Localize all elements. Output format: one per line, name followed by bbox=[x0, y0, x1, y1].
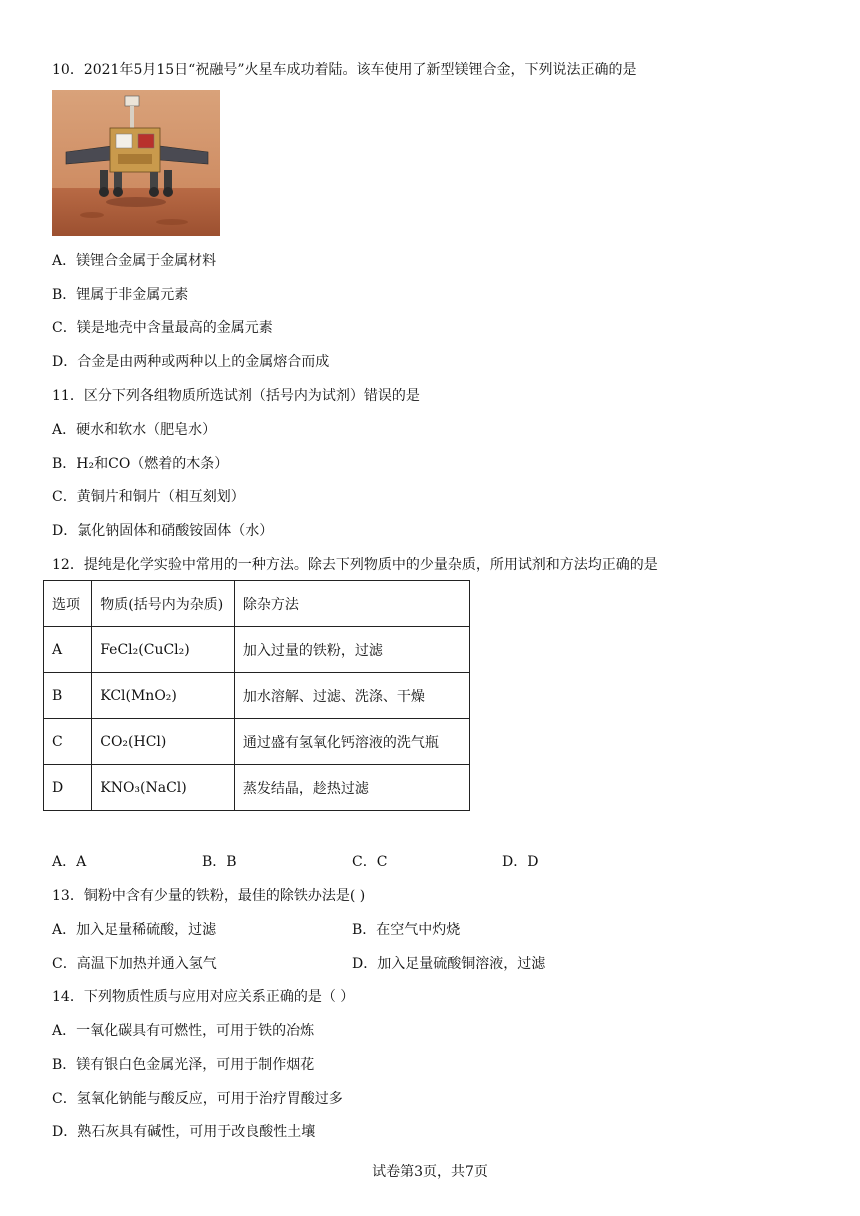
q13-option-a: A．加入足量稀硫酸，过滤 bbox=[52, 922, 217, 938]
q12-option-c: C．C bbox=[352, 854, 388, 870]
table-header-cell: 物质(括号内为杂质) bbox=[92, 581, 235, 627]
q10-stem: 10．2021年5月15日“祝融号”火星车成功着陆。该车使用了新型镁锂合金，下列说法正确的是 bbox=[52, 62, 637, 78]
q13-option-b: B．在空气中灼烧 bbox=[352, 922, 461, 938]
q10-option-d: D．合金是由两种或两种以上的金属熔合而成 bbox=[52, 354, 330, 370]
q10-option-b: B．锂属于非金属元素 bbox=[52, 287, 189, 303]
table-row bbox=[44, 765, 470, 811]
table-cell: KNO₃(NaCl) bbox=[92, 765, 235, 811]
q14-option-a: A．一氧化碳具有可燃性，可用于铁的冶炼 bbox=[52, 1023, 315, 1039]
q11-option-a: A．硬水和软水（肥皂水） bbox=[52, 422, 217, 438]
table-cell: KCl(MnO₂) bbox=[92, 673, 235, 719]
table-cell: 通过盛有氢氧化钙溶液的洗气瓶 bbox=[234, 719, 469, 765]
table-row bbox=[44, 627, 470, 673]
table-cell: FeCl₂(CuCl₂) bbox=[92, 627, 235, 673]
table-cell: C bbox=[44, 719, 92, 765]
q13-option-d: D．加入足量硫酸铜溶液，过滤 bbox=[352, 956, 546, 972]
q11-stem: 11．区分下列各组物质所选试剂（括号内为试剂）错误的是 bbox=[52, 388, 420, 404]
table-row bbox=[44, 673, 470, 719]
q13-stem: 13．铜粉中含有少量的铁粉，最佳的除铁办法是( ) bbox=[52, 888, 366, 904]
q14-option-c: C．氢氧化钠能与酸反应，可用于治疗胃酸过多 bbox=[52, 1091, 343, 1107]
q12-option-b: B．B bbox=[202, 854, 237, 870]
table-header-row bbox=[44, 581, 470, 627]
page-footer: 试卷第3页，共7页 bbox=[372, 1164, 488, 1180]
table-header-cell: 除杂方法 bbox=[234, 581, 469, 627]
q14-option-d: D．熟石灰具有碱性，可用于改良酸性土壤 bbox=[52, 1124, 316, 1140]
table-cell: D bbox=[44, 765, 92, 811]
table-row bbox=[44, 719, 470, 765]
table-cell: B bbox=[44, 673, 92, 719]
q10-option-a: A．镁锂合金属于金属材料 bbox=[52, 253, 217, 269]
mars-rover-photo bbox=[52, 90, 220, 236]
table-cell: 加入过量的铁粉，过滤 bbox=[234, 627, 469, 673]
q14-stem: 14．下列物质性质与应用对应关系正确的是（ ） bbox=[52, 989, 355, 1005]
table-cell: 加水溶解、过滤、洗涤、干燥 bbox=[234, 673, 469, 719]
table-header-cell: 选项 bbox=[44, 581, 92, 627]
table-cell: CO₂(HCl) bbox=[92, 719, 235, 765]
q14-option-b: B．镁有银白色金属光泽，可用于制作烟花 bbox=[52, 1057, 315, 1073]
q11-option-c: C．黄铜片和铜片（相互刻划） bbox=[52, 489, 245, 505]
q12-table bbox=[43, 580, 470, 811]
q12-option-a: A．A bbox=[52, 854, 87, 870]
q12-option-d: D．D bbox=[502, 854, 539, 870]
q12-stem: 12．提纯是化学实验中常用的一种方法。除去下列物质中的少量杂质，所用试剂和方法均正确的是 bbox=[52, 557, 658, 573]
q13-option-c: C．高温下加热并通入氢气 bbox=[52, 956, 217, 972]
q11-option-d: D．氯化钠固体和硝酸铵固体（水） bbox=[52, 523, 274, 539]
q11-option-b: B．H₂和CO（燃着的木条） bbox=[52, 456, 229, 472]
table-cell: 蒸发结晶，趁热过滤 bbox=[234, 765, 469, 811]
table-cell: A bbox=[44, 627, 92, 673]
q10-option-c: C．镁是地壳中含量最高的金属元素 bbox=[52, 320, 273, 336]
